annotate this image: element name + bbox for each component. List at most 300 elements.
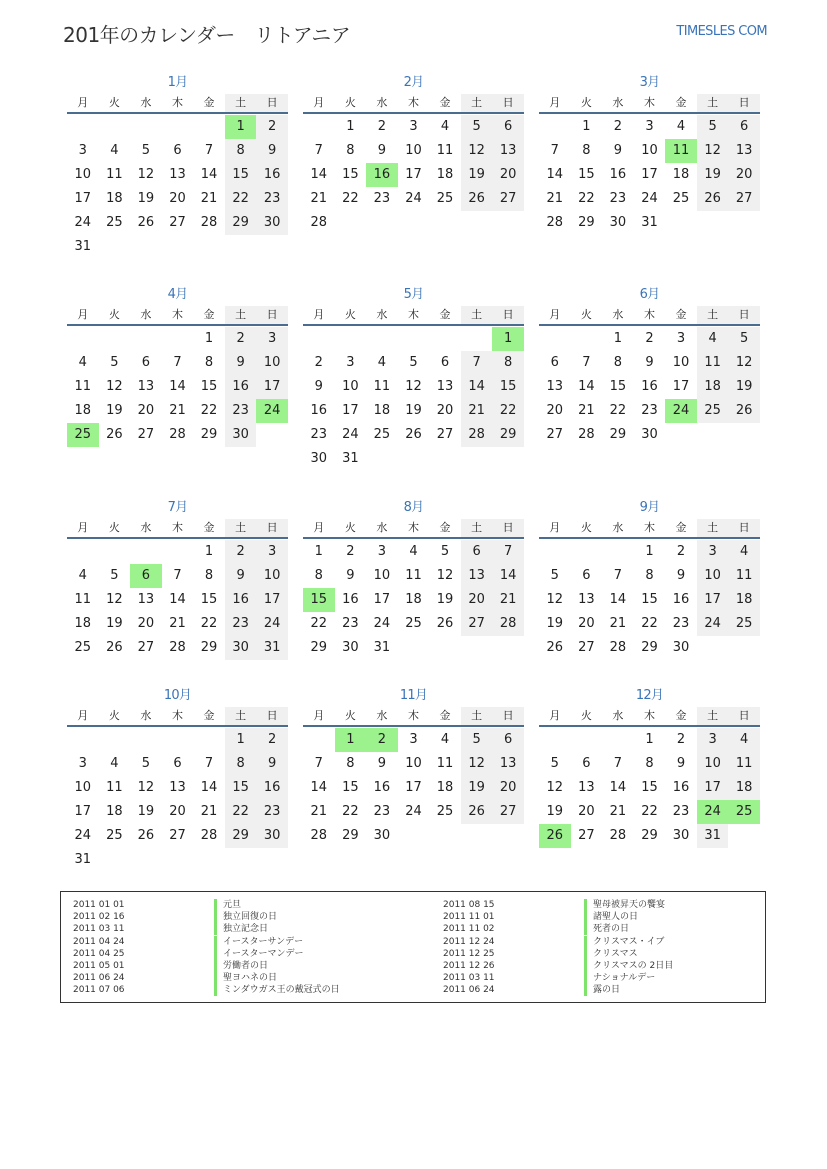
day-cell: 4 bbox=[728, 540, 760, 564]
month-divider bbox=[67, 725, 288, 727]
empty-cell bbox=[130, 540, 162, 564]
day-cell: 8 bbox=[204, 568, 214, 583]
holiday-date: 2011 04 25 bbox=[73, 948, 125, 959]
day-cell: 28 bbox=[169, 640, 186, 655]
month-title: 4月 bbox=[167, 287, 188, 302]
holiday-row bbox=[73, 984, 413, 996]
day-cell: 9 bbox=[377, 143, 387, 158]
holiday-date: 2011 04 24 bbox=[73, 936, 125, 947]
day-cell: 29 bbox=[641, 640, 658, 655]
day-cell: 23 bbox=[373, 191, 391, 206]
day-cell: 23 bbox=[672, 804, 690, 819]
weekday-label: 金 bbox=[675, 96, 687, 109]
day-cell: 13 bbox=[461, 564, 493, 588]
holiday-date: 2011 02 16 bbox=[73, 912, 125, 923]
weekday-label: 金 bbox=[203, 709, 215, 722]
day-cell: 22 bbox=[310, 616, 328, 631]
day-cell: 30 bbox=[373, 828, 391, 843]
day-cell: 1 bbox=[225, 728, 257, 752]
day-cell: 16 bbox=[256, 776, 288, 800]
day-cell: 14 bbox=[461, 375, 493, 399]
holiday-day-cell: 1 bbox=[335, 728, 367, 752]
weekday-label: 火 bbox=[108, 308, 120, 321]
empty-cell bbox=[162, 728, 194, 752]
day-cell: 11 bbox=[373, 379, 391, 394]
day-cell: 25 bbox=[405, 616, 422, 631]
day-cell: 25 bbox=[106, 828, 123, 843]
day-cell: 9 bbox=[676, 568, 686, 583]
day-cell: 5 bbox=[110, 355, 119, 370]
day-cell: 7 bbox=[461, 351, 493, 375]
day-cell: 8 bbox=[204, 355, 214, 370]
day-cell: 5 bbox=[141, 143, 151, 158]
weekday-label: 水 bbox=[612, 308, 624, 321]
day-cell: 9 bbox=[256, 139, 288, 163]
holiday-name: イースターサンデー bbox=[214, 936, 303, 948]
day-cell: 11 bbox=[436, 756, 454, 771]
day-cell: 20 bbox=[728, 163, 760, 187]
day-cell: 14 bbox=[546, 167, 564, 182]
day-cell: 10 bbox=[373, 568, 391, 583]
weekday-label: 月 bbox=[77, 521, 89, 534]
weekday-label: 金 bbox=[439, 709, 451, 722]
holiday-row bbox=[443, 972, 783, 984]
day-cell: 25 bbox=[697, 399, 729, 423]
empty-cell bbox=[303, 728, 335, 752]
weekday-header bbox=[67, 707, 288, 725]
day-cell: 22 bbox=[342, 804, 359, 819]
day-cell: 15 bbox=[492, 375, 524, 399]
day-cell: 22 bbox=[492, 399, 524, 423]
day-cell: 23 bbox=[225, 399, 257, 423]
day-cell: 13 bbox=[137, 592, 155, 607]
day-cell: 30 bbox=[256, 824, 288, 848]
day-cell: 24 bbox=[405, 804, 422, 819]
empty-cell bbox=[461, 327, 493, 351]
day-cell: 7 bbox=[492, 540, 524, 564]
day-cell: 19 bbox=[106, 403, 123, 418]
holiday-name: 露の日 bbox=[584, 984, 620, 996]
day-cell: 31 bbox=[74, 239, 92, 254]
day-cell: 21 bbox=[310, 191, 328, 206]
day-cell: 27 bbox=[728, 187, 760, 211]
holiday-date: 2011 11 02 bbox=[443, 924, 495, 935]
day-cell: 8 bbox=[645, 568, 654, 583]
day-cell: 16 bbox=[609, 167, 627, 182]
holiday-day-cell: 24 bbox=[665, 399, 697, 423]
weekday-label: 日 bbox=[256, 94, 288, 112]
day-grid bbox=[67, 728, 288, 872]
day-cell: 31 bbox=[697, 824, 729, 848]
day-cell: 10 bbox=[256, 351, 288, 375]
holiday-day-cell: 24 bbox=[697, 800, 729, 824]
day-grid bbox=[539, 327, 760, 447]
holiday-name: 労働者の日 bbox=[214, 960, 268, 972]
holiday-date: 2011 08 15 bbox=[443, 900, 495, 910]
month-divider bbox=[539, 537, 760, 539]
day-cell: 22 bbox=[200, 403, 218, 418]
weekday-label: 土 bbox=[461, 306, 493, 324]
weekday-label: 水 bbox=[612, 709, 624, 722]
day-cell: 17 bbox=[373, 592, 391, 607]
day-cell: 10 bbox=[641, 143, 658, 158]
weekday-label: 木 bbox=[171, 521, 183, 534]
day-cell: 31 bbox=[74, 852, 92, 867]
empty-cell bbox=[99, 728, 131, 752]
weekday-label: 月 bbox=[549, 709, 561, 722]
day-cell: 11 bbox=[74, 379, 92, 394]
day-cell: 5 bbox=[550, 756, 559, 771]
weekday-header bbox=[303, 306, 524, 324]
holiday-name: ナショナルデー bbox=[584, 972, 655, 984]
day-cell: 22 bbox=[200, 616, 218, 631]
day-cell: 18 bbox=[74, 616, 92, 631]
day-cell: 11 bbox=[728, 752, 760, 776]
day-cell: 17 bbox=[256, 375, 288, 399]
weekday-label: 火 bbox=[108, 709, 120, 722]
holiday-name: 聖母被昇天の饗宴 bbox=[584, 899, 665, 911]
day-cell: 7 bbox=[173, 355, 182, 370]
empty-cell bbox=[99, 327, 131, 351]
weekday-label: 木 bbox=[643, 96, 655, 109]
holiday-row bbox=[73, 899, 413, 911]
holiday-date: 2011 01 01 bbox=[73, 900, 125, 910]
day-cell: 17 bbox=[342, 403, 359, 418]
weekday-label: 土 bbox=[697, 94, 729, 112]
day-cell: 8 bbox=[613, 355, 623, 370]
day-cell: 16 bbox=[256, 163, 288, 187]
weekday-label: 火 bbox=[580, 521, 592, 534]
weekday-label: 水 bbox=[376, 96, 388, 109]
day-cell: 30 bbox=[310, 451, 328, 466]
weekday-label: 土 bbox=[697, 707, 729, 725]
day-cell: 1 bbox=[204, 544, 214, 559]
weekday-header bbox=[67, 519, 288, 537]
day-cell: 12 bbox=[697, 139, 729, 163]
day-cell: 29 bbox=[641, 828, 658, 843]
day-cell: 12 bbox=[106, 379, 123, 394]
month-block bbox=[303, 72, 524, 235]
day-cell: 12 bbox=[106, 592, 123, 607]
weekday-header bbox=[539, 94, 760, 112]
day-grid bbox=[303, 728, 524, 848]
holiday-day-cell: 1 bbox=[225, 115, 257, 139]
holiday-day-cell: 15 bbox=[303, 588, 335, 612]
weekday-label: 土 bbox=[461, 94, 493, 112]
day-cell: 14 bbox=[578, 379, 595, 394]
month-divider bbox=[303, 324, 524, 326]
day-cell: 12 bbox=[137, 780, 155, 795]
day-cell: 19 bbox=[461, 163, 493, 187]
day-cell: 16 bbox=[672, 780, 690, 795]
month-block bbox=[67, 497, 288, 660]
day-cell: 28 bbox=[310, 215, 328, 230]
day-cell: 30 bbox=[342, 640, 359, 655]
weekday-label: 水 bbox=[612, 96, 624, 109]
day-cell: 10 bbox=[405, 143, 422, 158]
day-cell: 5 bbox=[141, 756, 151, 771]
day-cell: 4 bbox=[78, 355, 87, 370]
weekday-label: 土 bbox=[225, 306, 257, 324]
day-cell: 27 bbox=[492, 187, 524, 211]
weekday-label: 月 bbox=[313, 96, 325, 109]
day-cell: 3 bbox=[346, 355, 355, 370]
empty-cell bbox=[67, 728, 99, 752]
day-grid bbox=[303, 327, 524, 471]
day-cell: 13 bbox=[169, 780, 186, 795]
day-cell: 13 bbox=[137, 379, 155, 394]
day-cell: 20 bbox=[436, 403, 454, 418]
empty-cell bbox=[539, 115, 571, 139]
day-cell: 15 bbox=[225, 163, 257, 187]
holiday-day-cell: 11 bbox=[665, 139, 697, 163]
weekday-label: 金 bbox=[439, 308, 451, 321]
day-cell: 5 bbox=[728, 327, 760, 351]
day-cell: 23 bbox=[672, 616, 690, 631]
day-cell: 25 bbox=[436, 804, 454, 819]
day-cell: 25 bbox=[373, 427, 391, 442]
day-cell: 29 bbox=[200, 427, 218, 442]
day-cell: 27 bbox=[169, 828, 186, 843]
day-cell: 15 bbox=[200, 379, 218, 394]
day-cell: 24 bbox=[74, 215, 92, 230]
holiday-name: 独立記念日 bbox=[214, 923, 268, 935]
weekday-label: 金 bbox=[439, 96, 451, 109]
day-cell: 21 bbox=[169, 403, 186, 418]
weekday-label: 火 bbox=[108, 521, 120, 534]
day-cell: 16 bbox=[373, 780, 391, 795]
day-cell: 15 bbox=[641, 780, 658, 795]
day-cell: 14 bbox=[200, 167, 218, 182]
day-cell: 14 bbox=[310, 167, 328, 182]
day-cell: 5 bbox=[697, 115, 729, 139]
day-cell: 13 bbox=[169, 167, 186, 182]
day-cell: 29 bbox=[578, 215, 595, 230]
day-cell: 27 bbox=[461, 612, 493, 636]
day-cell: 2 bbox=[676, 544, 686, 559]
day-cell: 26 bbox=[546, 640, 564, 655]
month-block bbox=[67, 284, 288, 447]
day-cell: 28 bbox=[200, 215, 218, 230]
month-title: 3月 bbox=[639, 75, 660, 90]
weekday-label: 日 bbox=[256, 306, 288, 324]
day-cell: 17 bbox=[697, 588, 729, 612]
day-cell: 13 bbox=[436, 379, 454, 394]
day-cell: 28 bbox=[578, 427, 595, 442]
day-cell: 13 bbox=[728, 139, 760, 163]
empty-cell bbox=[162, 327, 194, 351]
weekday-label: 土 bbox=[697, 519, 729, 537]
weekday-label: 水 bbox=[140, 308, 152, 321]
day-cell: 19 bbox=[697, 163, 729, 187]
day-cell: 19 bbox=[405, 403, 422, 418]
weekday-label: 火 bbox=[344, 521, 356, 534]
day-cell: 9 bbox=[314, 379, 323, 394]
day-cell: 12 bbox=[546, 780, 564, 795]
month-block bbox=[303, 497, 524, 660]
day-cell: 24 bbox=[641, 191, 658, 206]
day-cell: 12 bbox=[728, 351, 760, 375]
day-cell: 22 bbox=[225, 800, 257, 824]
day-cell: 30 bbox=[225, 636, 257, 660]
day-cell: 4 bbox=[676, 119, 686, 134]
day-cell: 3 bbox=[645, 119, 654, 134]
weekday-label: 月 bbox=[549, 96, 561, 109]
day-cell: 21 bbox=[578, 403, 595, 418]
day-cell: 2 bbox=[676, 732, 686, 747]
day-cell: 8 bbox=[346, 143, 355, 158]
day-cell: 18 bbox=[728, 588, 760, 612]
day-cell: 19 bbox=[106, 616, 123, 631]
day-cell: 11 bbox=[728, 564, 760, 588]
day-cell: 7 bbox=[204, 143, 214, 158]
day-cell: 31 bbox=[641, 215, 658, 230]
holiday-date: 2011 12 24 bbox=[443, 936, 495, 947]
day-cell: 26 bbox=[728, 399, 760, 423]
day-cell: 6 bbox=[582, 568, 591, 583]
day-cell: 18 bbox=[106, 804, 123, 819]
day-cell: 19 bbox=[728, 375, 760, 399]
day-cell: 30 bbox=[225, 423, 257, 447]
site-logo[interactable]: TIMESLES COM bbox=[676, 24, 767, 39]
day-cell: 10 bbox=[74, 167, 92, 182]
day-cell: 6 bbox=[173, 143, 182, 158]
day-cell: 19 bbox=[137, 191, 155, 206]
day-cell: 12 bbox=[405, 379, 422, 394]
day-cell: 7 bbox=[314, 143, 323, 158]
month-title: 9月 bbox=[639, 500, 660, 515]
day-cell: 20 bbox=[546, 403, 564, 418]
weekday-label: 金 bbox=[203, 521, 215, 534]
day-cell: 12 bbox=[137, 167, 155, 182]
page-title: 201年のカレンダー リトアニア bbox=[63, 23, 351, 47]
day-cell: 25 bbox=[436, 191, 454, 206]
day-cell: 29 bbox=[200, 640, 218, 655]
day-cell: 18 bbox=[697, 375, 729, 399]
day-cell: 5 bbox=[550, 568, 559, 583]
weekday-label: 金 bbox=[203, 308, 215, 321]
day-cell: 15 bbox=[609, 379, 627, 394]
day-cell: 11 bbox=[106, 167, 123, 182]
month-divider bbox=[67, 324, 288, 326]
weekday-header bbox=[539, 519, 760, 537]
day-cell: 3 bbox=[256, 327, 288, 351]
day-cell: 9 bbox=[645, 355, 654, 370]
holiday-day-cell: 25 bbox=[728, 800, 760, 824]
day-cell: 20 bbox=[137, 616, 155, 631]
day-cell: 22 bbox=[609, 403, 627, 418]
day-cell: 24 bbox=[74, 828, 92, 843]
empty-cell bbox=[303, 115, 335, 139]
holiday-name: クリスマス・イブ bbox=[584, 936, 664, 948]
empty-cell bbox=[429, 327, 461, 351]
day-cell: 4 bbox=[440, 119, 450, 134]
day-cell: 24 bbox=[342, 427, 359, 442]
day-cell: 27 bbox=[436, 427, 454, 442]
day-cell: 9 bbox=[256, 752, 288, 776]
day-grid bbox=[539, 540, 760, 660]
empty-cell bbox=[602, 728, 634, 752]
day-cell: 25 bbox=[106, 215, 123, 230]
day-cell: 12 bbox=[436, 568, 454, 583]
day-cell: 6 bbox=[173, 756, 182, 771]
day-cell: 20 bbox=[169, 191, 186, 206]
weekday-header bbox=[67, 94, 288, 112]
weekday-label: 日 bbox=[492, 707, 524, 725]
day-cell: 9 bbox=[377, 756, 387, 771]
weekday-label: 火 bbox=[108, 96, 120, 109]
day-cell: 29 bbox=[225, 211, 257, 235]
day-cell: 4 bbox=[110, 756, 119, 771]
day-cell: 20 bbox=[461, 588, 493, 612]
day-cell: 4 bbox=[409, 544, 418, 559]
holiday-row bbox=[443, 923, 783, 935]
day-cell: 14 bbox=[169, 379, 186, 394]
day-cell: 3 bbox=[676, 331, 686, 346]
month-title: 8月 bbox=[403, 500, 424, 515]
weekday-label: 金 bbox=[675, 709, 687, 722]
empty-cell bbox=[99, 115, 131, 139]
holiday-date: 2011 07 06 bbox=[73, 985, 125, 996]
weekday-label: 土 bbox=[225, 519, 257, 537]
day-cell: 21 bbox=[461, 399, 493, 423]
day-cell: 26 bbox=[461, 800, 493, 824]
weekday-label: 月 bbox=[549, 521, 561, 534]
day-cell: 8 bbox=[346, 756, 355, 771]
weekday-label: 水 bbox=[140, 96, 152, 109]
holiday-row bbox=[443, 911, 783, 923]
holiday-row bbox=[443, 960, 783, 972]
day-cell: 6 bbox=[440, 355, 450, 370]
day-cell: 1 bbox=[613, 331, 623, 346]
day-cell: 19 bbox=[546, 804, 564, 819]
holiday-name: クリスマス bbox=[584, 948, 638, 960]
month-block bbox=[539, 72, 760, 235]
day-cell: 28 bbox=[609, 828, 627, 843]
day-cell: 15 bbox=[641, 592, 658, 607]
day-cell: 8 bbox=[492, 351, 524, 375]
empty-cell bbox=[303, 327, 335, 351]
empty-cell bbox=[571, 728, 603, 752]
day-cell: 1 bbox=[582, 119, 591, 134]
day-cell: 25 bbox=[728, 612, 760, 636]
day-grid bbox=[303, 540, 524, 660]
day-cell: 10 bbox=[74, 780, 92, 795]
day-cell: 4 bbox=[110, 143, 119, 158]
day-cell: 10 bbox=[672, 355, 690, 370]
weekday-header bbox=[303, 707, 524, 725]
day-cell: 6 bbox=[492, 728, 524, 752]
day-cell: 3 bbox=[377, 544, 387, 559]
day-cell: 17 bbox=[74, 191, 92, 206]
holiday-name: 諸聖人の日 bbox=[584, 911, 638, 923]
day-cell: 2 bbox=[314, 355, 323, 370]
day-cell: 30 bbox=[609, 215, 627, 230]
day-grid bbox=[539, 728, 760, 848]
day-cell: 19 bbox=[461, 776, 493, 800]
empty-cell bbox=[193, 115, 225, 139]
day-cell: 31 bbox=[373, 640, 391, 655]
empty-cell bbox=[130, 115, 162, 139]
day-cell: 14 bbox=[609, 592, 627, 607]
day-cell: 21 bbox=[169, 616, 186, 631]
weekday-label: 日 bbox=[256, 519, 288, 537]
holiday-date: 2011 06 24 bbox=[443, 985, 495, 996]
day-cell: 20 bbox=[492, 163, 524, 187]
empty-cell bbox=[67, 540, 99, 564]
day-cell: 13 bbox=[492, 139, 524, 163]
month-divider bbox=[303, 112, 524, 114]
